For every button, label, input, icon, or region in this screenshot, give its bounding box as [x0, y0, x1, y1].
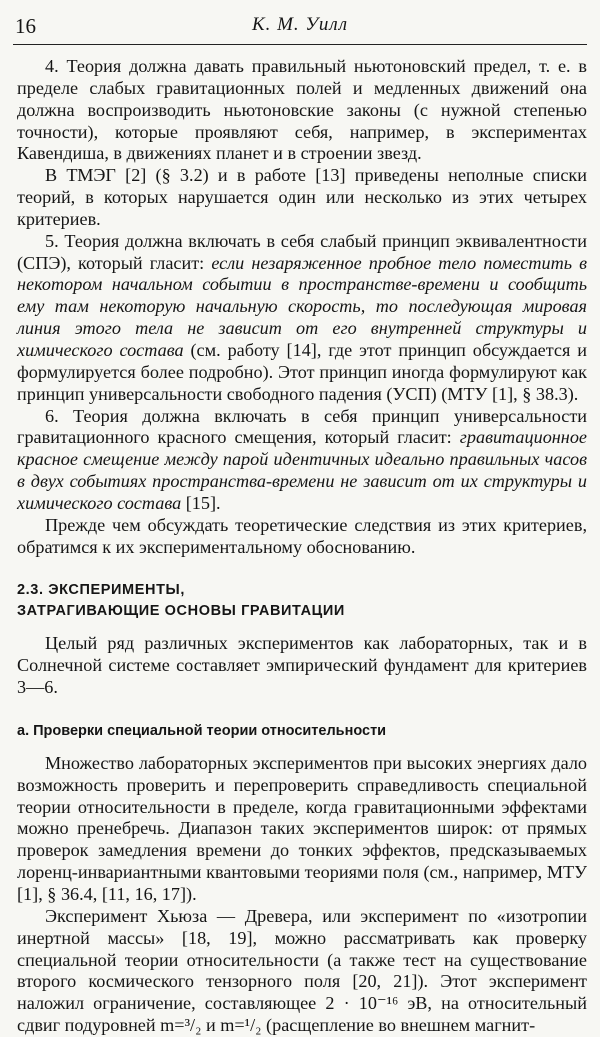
- paragraph-hughes-drever: Эксперимент Хьюза — Древера, или эксперимент по «изотропии инертной массы» [18, 19], можно рассматривать как проверку специальной теории относительности (а также тест на существование второго космического тензорного поля [20, 21]). Этот эксперимент наложил ограничение, составляющее 2 · 10⁻¹⁶ эВ, на относительный сдвиг подуровней m=³/₂ и m=¹/₂ (расщепление во внешнем магнит-: [17, 905, 587, 1036]
- page-number: 16: [15, 14, 36, 38]
- paragraph-criterion-4: 4. Теория должна давать правильный ньютоновский предел, т. е. в пределе слабых гравитационных полей и медленных движений она должна воспроизводить ньютоновские законы (с нужной степенью точности), которые проявляют себя, например, в экспериментах Кавендиша, в движениях планет и в строении звезд.: [17, 56, 587, 164]
- criterion-6-tail: [15].: [181, 492, 221, 513]
- paragraph-tmeg-reference: В ТМЭГ [2] (§ 3.2) и в работе [13] приведены неполные списки теорий, в которых нарушается один или несколько из этих четырех критериев.: [17, 165, 587, 229]
- page-header: [13, 14, 587, 45]
- criterion-5-intro: 5. Теория должна включать в себя слабый принцип эквивалентности (СПЭ), который гласит:: [17, 230, 587, 273]
- subsection-heading: а. Проверки специальной теории относительности: [17, 722, 387, 739]
- criterion-5-tail: (см. работу [14], где этот принцип обсуждается и формулируется более подробно). Этот принцип иногда формулируют как принцип универсальности свободного падения (УСП) (МТУ [1], § 38.3).: [17, 339, 587, 404]
- page-body: [17, 56, 587, 1037]
- criterion-6-italic-statement: гравитационное красное смещение между парой идентичных идеально правильных часов в двух событиях пространства-времени не зависит от их структуры и химического состава: [17, 427, 587, 513]
- paragraph-criterion-5: [17, 231, 587, 406]
- paragraph-section-intro: Целый ряд различных экспериментов как лабораторных, так и в Солнечной системе составляет эмпирический фундамент для критериев 3—6.: [17, 633, 587, 698]
- paragraph-criterion-6: [17, 406, 587, 515]
- section-heading-line-2: ЗАТРАГИВАЮЩИЕ ОСНОВЫ ГРАВИТАЦИИ: [17, 603, 345, 620]
- paragraph-lab-experiments: Множество лабораторных экспериментов при высоких энергиях дало возможность проверить и перепроверить справедливость специальной теории относительности в пределе, когда гравитационными эффектами можно пренебречь. Диапазон таких экспериментов широк: от прямых проверок замедления времени до тонких эффектов, предсказываемых лоренц-инвариантными квантовыми теориями поля (см., например, МТУ [1], § 36.4, [11, 16, 17]).: [17, 752, 587, 904]
- running-head: К. М. Уилл: [251, 14, 348, 35]
- paragraph-transition: Прежде чем обсуждать теоретические следствия из этих критериев, обратимся к их экспериментальному обоснованию.: [17, 514, 587, 557]
- criterion-6-intro: 6. Теория должна включать в себя принцип универсальности гравитационного красного смещения, который гласит:: [17, 405, 587, 448]
- section-heading-line-1: 2.3. ЭКСПЕРИМЕНТЫ,: [17, 582, 185, 599]
- section-heading: [17, 580, 587, 622]
- criterion-5-italic-statement: если незаряженное пробное тело поместить в некотором начальном событии в пространстве-времени и сообщить ему там некоторую начальную скорость, то последующая мировая линия этого тела не зависит от его внутренней структуры и химического состава: [17, 252, 587, 360]
